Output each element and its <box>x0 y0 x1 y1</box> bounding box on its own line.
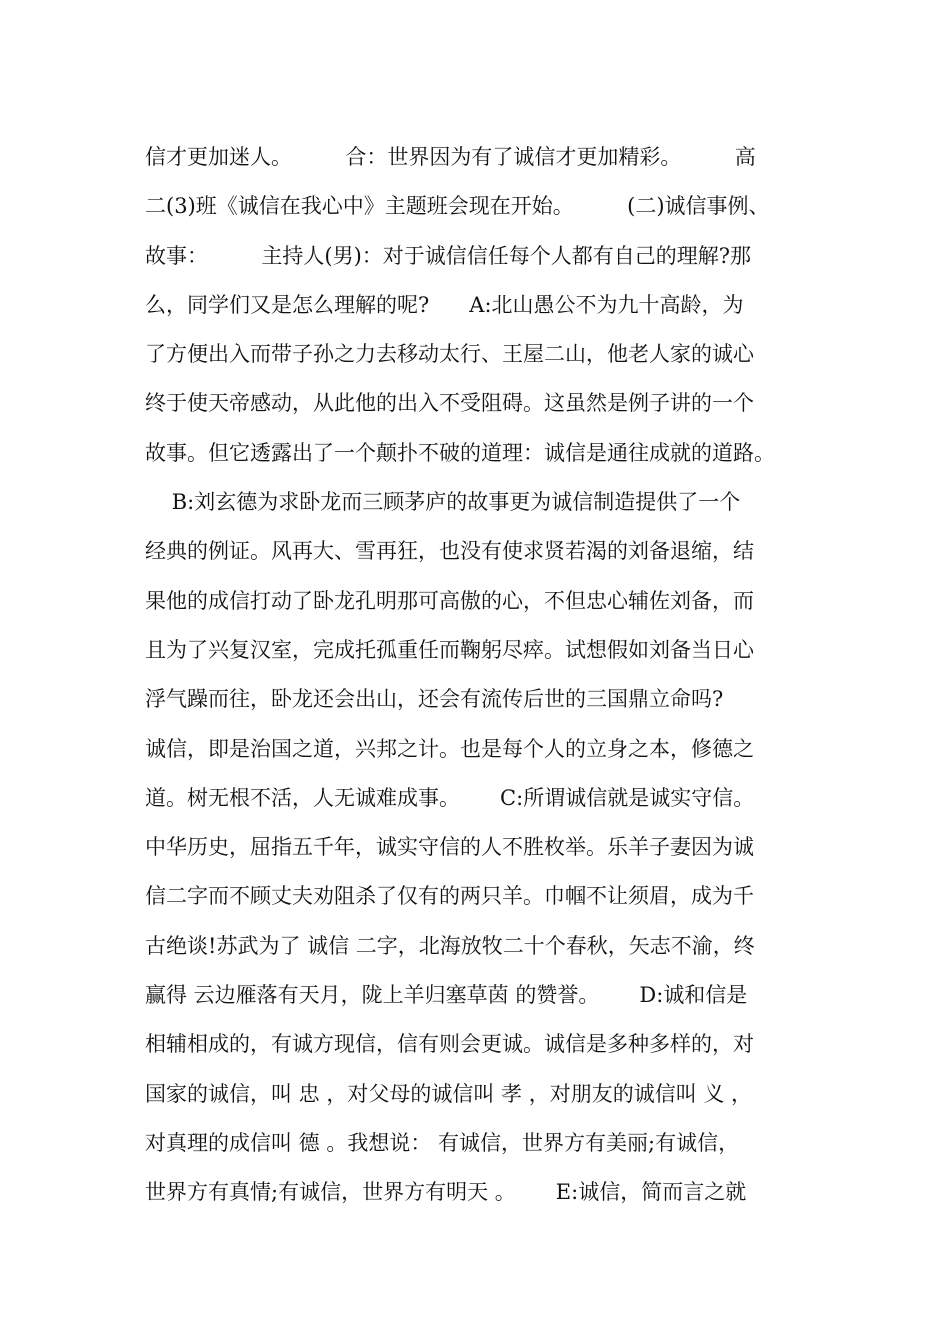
text-line: 二(3)班《诚信在我心中》主题班会现在开始。 (二)诚信事例、 <box>145 194 770 219</box>
text-line: 了方便出入而带子孙之力去移动太行、王屋二山，他老人家的诚心 <box>145 342 754 367</box>
text-line: 故事。但它透露出了一个颠扑不破的道理：诚信是通往成就的道路。 <box>145 440 775 465</box>
text-line: 终于使天帝感动，从此他的出入不受阻碍。这虽然是例子讲的一个 <box>145 391 754 416</box>
text-line: 世界方有真情;有诚信，世界方有明天 。 E:诚信，简而言之就 <box>145 1180 747 1205</box>
text-line: B:刘玄德为求卧龙而三顾茅庐的故事更为诚信制造提供了一个 <box>145 490 741 515</box>
text-line: 古绝谈!苏武为了 诚信 二字，北海放牧二十个春秋，矢志不渝，终 <box>145 933 755 958</box>
text-line: 诚信，即是治国之道，兴邦之计。也是每个人的立身之本，修德之 <box>145 736 754 761</box>
text-line: 浮气躁而往，卧龙还会出山，还会有流传后世的三国鼎立命吗? <box>145 687 724 712</box>
text-line: 信二字而不顾丈夫劝阻杀了仅有的两只羊。巾帼不让须眉，成为千 <box>145 884 754 909</box>
text-line: 么，同学们又是怎么理解的呢? A:北山愚公不为九十高龄，为 <box>145 292 744 317</box>
text-line: 中华历史，屈指五千年，诚实守信的人不胜枚举。乐羊子妻因为诚 <box>145 835 754 860</box>
text-line: 信才更加迷人。 合：世界因为有了诚信才更加精彩。 高 <box>145 145 756 169</box>
text-line: 经典的例证。风再大、雪再狂，也没有使求贤若渴的刘备退缩，结 <box>145 539 754 564</box>
text-line: 相辅相成的，有诚方现信，信有则会更诚。诚信是多种多样的，对 <box>145 1032 754 1057</box>
text-line: 国家的诚信，叫 忠 ，对父母的诚信叫 孝 ，对朋友的诚信叫 义 ， <box>145 1081 753 1106</box>
body-text <box>145 133 825 1218</box>
text-line: 故事： 主持人(男)：对于诚信信任每个人都有自己的理解?那 <box>145 243 752 268</box>
text-line: 道。树无根不活，人无诚难成事。 C:所谓诚信就是诚实守信。 <box>145 785 755 810</box>
text-line: 赢得 云边雁落有天月，陇上羊归塞草茵 的赞誉。 D:诚和信是 <box>145 983 748 1008</box>
text-line: 果他的成信打动了卧龙孔明那可高傲的心，不但忠心辅佐刘备，而 <box>145 588 754 613</box>
text-line: 且为了兴复汉室，完成托孤重任而鞠躬尽瘁。试想假如刘备当日心 <box>145 637 754 662</box>
text-line: 对真理的成信叫 德 。我想说： 有诚信，世界方有美丽;有诚信， <box>145 1130 740 1155</box>
